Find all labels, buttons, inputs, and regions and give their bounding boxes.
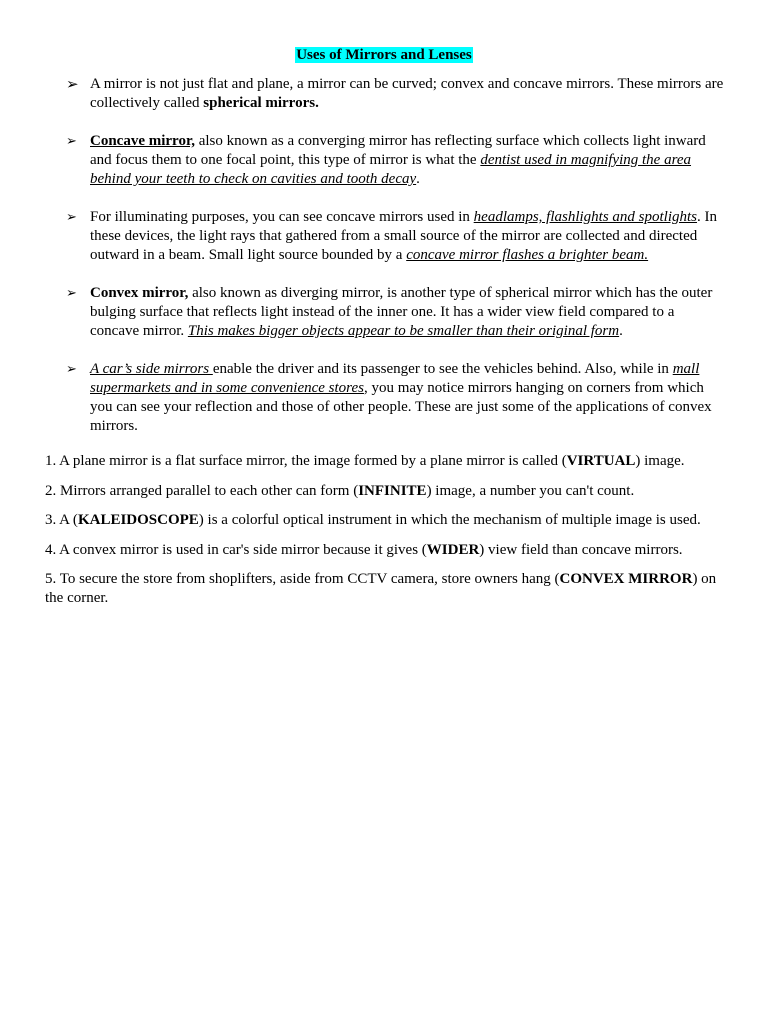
title-wrapper — [0, 46, 768, 65]
bullet-item — [66, 284, 726, 341]
arrow-bullet-icon: ➢ — [66, 210, 77, 225]
bullet-item — [66, 75, 726, 113]
bullet-text: Convex mirror, also known as diverging mirror, is another type of spherical mirror which has the outer bulging surface that reflects light instead of the inner one. It has a wider view field compared to a concave mirror. This makes bigger objects appear to be smaller than their original form. — [90, 285, 713, 339]
bullet-text: A car’s side mirrors enable the driver and its passenger to see the vehicles behind. Also, while in mall supermarkets and in some convenience stores, you may notice mirrors hanging on corners from which you can see your reflection and those of other people. These are just some of the applications of convex mirrors. — [90, 361, 712, 434]
bullet-list — [66, 75, 726, 436]
numbered-item: 5. To secure the store from shoplifters, aside from CCTV camera, store owners hang (CONVEX MIRROR) on the corner. — [45, 571, 717, 606]
arrow-bullet-icon: ➢ — [66, 286, 77, 301]
numbered-item: 3. A (KALEIDOSCOPE) is a colorful optical instrument in which the mechanism of multiple image is used. — [45, 512, 701, 528]
bullet-text: For illuminating purposes, you can see concave mirrors used in headlamps, flashlights and spotlights. In these devices, the light rays that gathered from a small source of the mirror are collected and directed outward in a beam. Small light source bounded by a concave mirror flashes a brighter beam. — [90, 209, 718, 263]
numbered-item: 2. Mirrors arranged parallel to each other can form (INFINITE) image, a number you can't count. — [45, 482, 635, 499]
bullet-text: A mirror is not just flat and plane, a mirror can be curved; convex and concave mirrors. These mirrors are collectively called spherical mirrors. — [90, 76, 724, 111]
arrow-bullet-icon: ➢ — [66, 134, 77, 149]
arrow-bullet-icon: ➢ — [66, 362, 77, 377]
bullet-item — [66, 360, 726, 436]
numbered-list — [45, 452, 725, 619]
bullet-item — [66, 132, 726, 189]
numbered-item: 4. A convex mirror is used in car's side mirror because it gives (WIDER) view field than concave mirrors. — [45, 541, 683, 558]
document-title: Uses of Mirrors and Lenses — [296, 47, 472, 63]
bullet-item — [66, 208, 726, 265]
arrow-bullet-icon: ➢ — [66, 75, 79, 93]
bullet-text: Concave mirror, also known as a converging mirror has reflecting surface which collects light inward and focus them to one focal point, this type of mirror is what the dentist used in magnifying the area behind your teeth to check on cavities and tooth decay. — [90, 133, 706, 187]
numbered-item: 1. A plane mirror is a flat surface mirror, the image formed by a plane mirror is called (VIRTUAL) image. — [45, 453, 685, 469]
